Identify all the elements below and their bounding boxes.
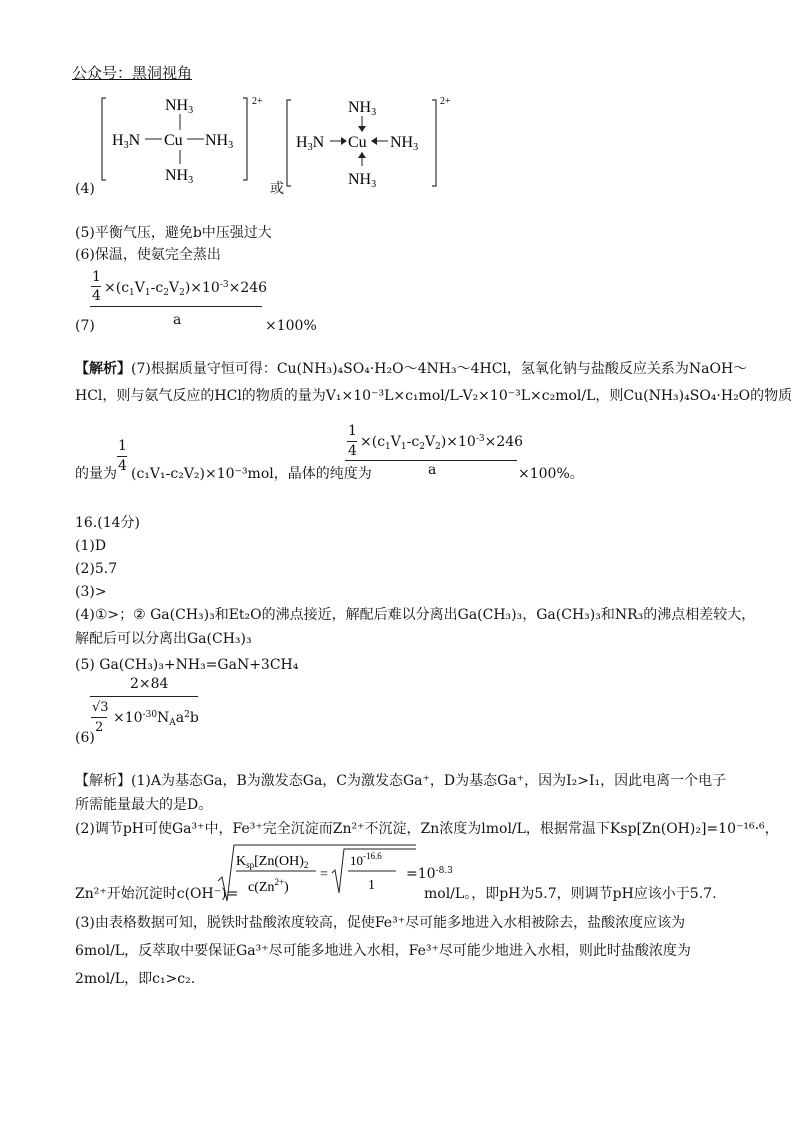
svg-text:10-16.6: $10^{-16.6}$ — [350, 851, 382, 868]
sqrt-formula — [216, 843, 416, 903]
analysis-16-line2: 所需能量最大的是D。 — [75, 797, 213, 813]
analysis-15-amount-label: 的量为 — [75, 466, 117, 482]
cu-2: Cu — [348, 134, 367, 151]
svg-text:1: 1 — [368, 878, 375, 893]
answer-15-5: (5)平衡气压，避免b中压强过大 — [75, 225, 272, 241]
analysis-16-line1: 【解析】(1)A为基态Ga，B为激发态Ga，C为激发态Ga⁺，D为基态Ga⁺，因为I₂>I₁，因此电离一个电子 — [75, 773, 727, 789]
analysis-16-line6: 6mol/L，反萃取中要保证Ga³⁺尽可能多地进入水相，Fe³⁺尽可能少地进入水相，则此时盐酸浓度为 — [75, 943, 691, 959]
answer-6-label: (6) — [75, 730, 95, 746]
frac7-four: 4 — [92, 288, 101, 304]
frac6-numerator: 2×84 — [130, 676, 169, 692]
structure-drawing — [0, 0, 800, 200]
nh3-right-1: NH3 — [205, 132, 234, 151]
charge-2: 2+ — [440, 96, 451, 107]
answer-15-6: (6)保温，使氨完全蒸出 — [75, 247, 221, 263]
svg-text:=: = — [320, 867, 328, 882]
nh3-top-2: NH3 — [348, 99, 377, 118]
or-text: 或 — [270, 181, 284, 197]
frac6-two: 2 — [95, 720, 104, 735]
answer-7-label: (7) — [75, 318, 95, 334]
analysis-16-line7: 2mol/L，即c₁>c₂. — [75, 971, 196, 987]
h3n-2: H3N — [296, 134, 325, 153]
frac-b-denominator: a — [428, 462, 437, 478]
analysis-15-line2: HCl，则与氨气反应的HCl的物质的量为V₁×10⁻³L×c₁mol/L-V₂×10⁻³L×c₂mol/L，则Cu(NH₃)₄SO₄·H₂O的物质 — [75, 388, 793, 404]
frac7-quarter: 1 — [92, 269, 101, 285]
q16-answer-1: (1)D — [75, 538, 107, 554]
q16-answer-4-line1: (4)①>；② Ga(CH₃)₃和Et₂O的沸点接近，解配后难以分离出Ga(CH₃)₃，Ga(CH₃)₃和NR₃的沸点相差较大， — [75, 607, 756, 623]
watermark-text: 公众号：黑洞视角 — [72, 64, 193, 82]
q16-answer-3: (3)> — [75, 584, 107, 600]
answer-4-label: (4) — [75, 181, 95, 197]
frac6-sqrt3: √3 — [92, 700, 109, 715]
nh3-right-2: NH3 — [390, 134, 419, 153]
answer-7-tail: ×100% — [265, 318, 317, 334]
frac7-numerator: $\times(c_1V_1-c_2V_2)\times 10^{-3}\times 246$ — [104, 280, 268, 298]
q16-answer-4-line2: 解配后可以分离出Ga(CH₃)₃ — [75, 631, 252, 647]
q16-answer-2: (2)5.7 — [75, 561, 118, 577]
nh3-bottom-1: NH3 — [165, 167, 194, 186]
zn-oh-label: Zn²⁺开始沉淀时c(OH⁻)= — [75, 886, 239, 902]
frac-b-quarter-den: 4 — [348, 443, 357, 459]
analysis-15-tail: ×100%。 — [518, 466, 584, 482]
quarter-num: 1 — [118, 438, 127, 454]
h3n-1: H3N — [112, 132, 141, 151]
analysis-15-line1: 【解析】(7)根据质量守恒可得：Cu(NH₃)₄SO₄·H₂O～4NH₃～4HCl，氢氧化钠与盐酸反应关系为NaOH～ — [75, 361, 748, 377]
analysis-16-line4-tail: mol/L。，即pH为5.7，则调节pH应该小于5.7. — [424, 886, 717, 902]
cu-1: Cu — [164, 132, 183, 149]
frac-b-numerator: $\times(c_1V_1-c_2V_2)\times 10^{-3}\times 246$ — [360, 434, 524, 452]
q16-title: 16.(14分) — [75, 515, 141, 531]
nh3-bottom-2: NH3 — [348, 171, 377, 190]
frac6-denominator: $\times 10^{-30}N_Aa^2b$ — [113, 710, 199, 728]
frac7-denominator: a — [173, 312, 182, 328]
q16-answer-5: (5) Ga(CH₃)₃+NH₃=GaN+3CH₄ — [75, 657, 299, 673]
svg-text:c(Zn2+): $c(Zn^{2+})$ — [248, 877, 289, 895]
analysis-15-amount: (c₁V₁-c₂V₂)×10⁻³mol，晶体的纯度为 — [131, 466, 372, 482]
frac-b-quarter-num: 1 — [348, 423, 357, 439]
svg-text:Ksp[Zn(OH)2: $K_{sp}[Zn(OH)_2$ — [236, 854, 309, 870]
sqrt-result: $=10^{-8.3}$ — [406, 866, 453, 882]
quarter-den: 4 — [118, 458, 127, 474]
nh3-top-1: NH3 — [165, 97, 194, 116]
analysis-16-line5: (3)由表格数据可知，脱铁时盐酸浓度较高，促使Fe³⁺尽可能多地进入水相被除去，盐酸浓度应该为 — [75, 915, 686, 931]
analysis-16-line3: (2)调节pH可使Ga³⁺中，Fe³⁺完全沉淀而Zn²⁺不沉淀，Zn浓度为lmol/L，根据常温下Ksp[Zn(OH)₂]=10⁻¹⁶·⁶， — [75, 821, 779, 837]
charge-1: 2+ — [252, 96, 263, 107]
